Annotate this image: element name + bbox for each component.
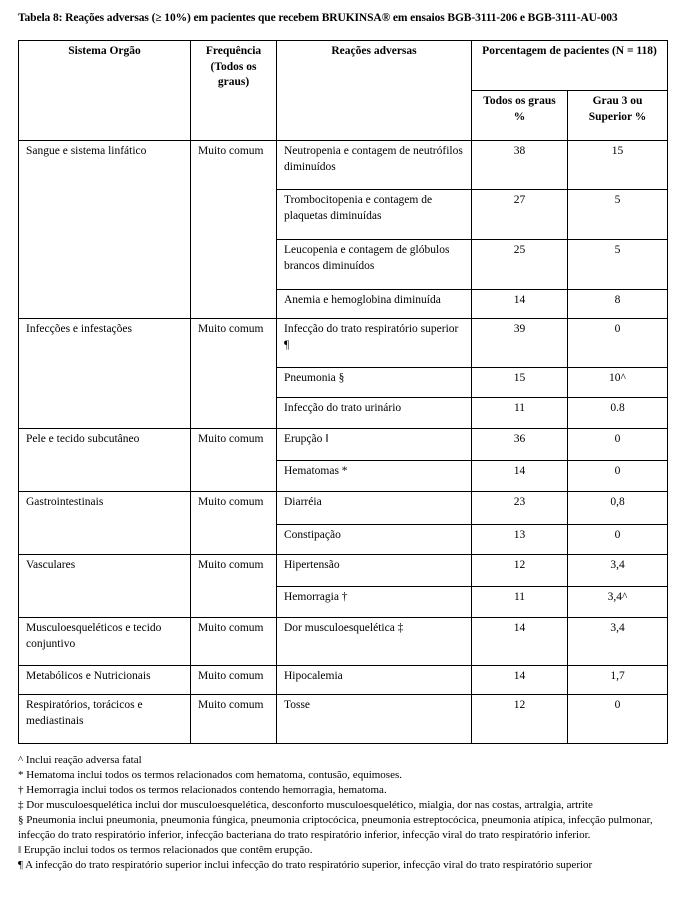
organ-system-cell: Sangue e sistema linfático [19,141,191,319]
organ-system-cell: Vasculares [19,555,191,618]
all-grades-cell: 11 [472,398,568,429]
frequency-cell: Muito comum [191,492,277,555]
all-grades-cell: 39 [472,319,568,368]
header-reactions: Reações adversas [277,41,472,141]
adverse-reactions-table [18,40,668,744]
grade3-cell: 3,4^ [568,587,668,618]
header-all-grades: Todos os graus % [472,91,568,141]
grade3-cell: 0 [568,429,668,461]
footnote: * Hematoma inclui todos os termos relacionados com hematoma, contusão, equimoses. [18,768,402,781]
grade3-cell: 15 [568,141,668,190]
all-grades-cell: 14 [472,666,568,695]
grade3-cell: 0 [568,695,668,744]
frequency-cell: Muito comum [191,141,277,319]
reaction-cell: Anemia e hemoglobina diminuída [277,290,472,319]
footnote: † Hemorragia inclui todos os termos relacionados contendo hemorragia, hematoma. [18,783,387,796]
grade3-cell: 3,4 [568,555,668,587]
footnote: ^ Inclui reação adversa fatal [18,754,142,766]
footnote: ‡ Dor musculoesquelética inclui dor musculoesquelética, desconforto musculoesquelético, mialgia, dor nas costas, artralgia, artrite [18,798,593,811]
table-title: Tabela 8: Reações adversas (≥ 10%) em pacientes que recebem BRUKINSA® em ensaios BGB-3111-206 e BGB-3111-AU-003 [18,12,618,24]
organ-system-cell: Infecções e infestações [19,319,191,429]
reaction-cell: Hemorragia † [277,587,472,618]
table-row [19,618,668,666]
all-grades-cell: 15 [472,368,568,398]
table-row [19,555,668,587]
reaction-cell: Pneumonia § [277,368,472,398]
grade3-cell: 3,4 [568,618,668,666]
all-grades-cell: 12 [472,695,568,744]
organ-system-cell: Metabólicos e Nutricionais [19,666,191,695]
reaction-cell: Diarréia [277,492,472,525]
all-grades-cell: 36 [472,429,568,461]
grade3-cell: 5 [568,240,668,290]
frequency-cell: Muito comum [191,695,277,744]
header-grade3: Grau 3 ou Superior % [568,91,668,141]
table-row [19,429,668,461]
footnote: ¶ A infecção do trato respiratório superior inclui infecção do trato respiratório superior, infecção viral do trato respiratório superior [18,858,593,871]
reaction-cell: Hipertensão [277,555,472,587]
header-system: Sistema Orgão [19,41,191,141]
footnote: ‖ Erupção inclui todos os termos relacionados que contêm erupção. [18,843,313,856]
all-grades-cell: 25 [472,240,568,290]
reaction-cell: Trombocitopenia e contagem de plaquetas diminuídas [277,190,472,240]
all-grades-cell: 38 [472,141,568,190]
grade3-cell: 8 [568,290,668,319]
table-row [19,695,668,744]
grade3-cell: 0.8 [568,398,668,429]
all-grades-cell: 14 [472,461,568,492]
frequency-cell: Muito comum [191,666,277,695]
reaction-cell: Hematomas * [277,461,472,492]
organ-system-cell: Pele e tecido subcutâneo [19,429,191,492]
footnotes [18,753,673,873]
reaction-cell: Constipação [277,525,472,555]
grade3-cell: 0 [568,525,668,555]
all-grades-cell: 14 [472,290,568,319]
reaction-cell: Neutropenia e contagem de neutrófilos diminuídos [277,141,472,190]
reaction-cell: Erupção ‖ [277,429,472,461]
all-grades-cell: 14 [472,618,568,666]
grade3-cell: 1,7 [568,666,668,695]
reaction-cell: Leucopenia e contagem de glóbulos brancos diminuídos [277,240,472,290]
grade3-cell: 0 [568,461,668,492]
reaction-cell: Infecção do trato respiratório superior ¶ [277,319,472,368]
organ-system-cell: Respiratórios, torácicos e mediastinais [19,695,191,744]
frequency-cell: Muito comum [191,618,277,666]
organ-system-cell: Gastrointestinais [19,492,191,555]
frequency-cell: Muito comum [191,555,277,618]
reaction-cell: Tosse [277,695,472,744]
all-grades-cell: 27 [472,190,568,240]
table-row [19,666,668,695]
reaction-cell: Dor musculoesquelética ‡ [277,618,472,666]
table-row [19,492,668,525]
reaction-cell: Infecção do trato urinário [277,398,472,429]
all-grades-cell: 23 [472,492,568,525]
header-frequency: Frequência (Todos os graus) [191,41,277,141]
frequency-cell: Muito comum [191,319,277,429]
reaction-cell: Hipocalemia [277,666,472,695]
grade3-cell: 5 [568,190,668,240]
frequency-cell: Muito comum [191,429,277,492]
all-grades-cell: 11 [472,587,568,618]
all-grades-cell: 12 [472,555,568,587]
table-body [19,141,668,744]
header-percent: Porcentagem de pacientes (N = 118) [472,41,668,91]
table-row [19,141,668,190]
table-row [19,319,668,368]
organ-system-cell: Musculoesqueléticos e tecido conjuntivo [19,618,191,666]
grade3-cell: 10^ [568,368,668,398]
footnote: § Pneumonia inclui pneumonia, pneumonia fúngica, pneumonia criptocócica, pneumonia estreptocócica, pneumonia atípica, infecção pulmonar, infecção do trato respiratório inferior, infecção bacteriana do trato respiratório inferior, infecção viral do trato respiratório inferior. [18,813,653,841]
grade3-cell: 0,8 [568,492,668,525]
grade3-cell: 0 [568,319,668,368]
all-grades-cell: 13 [472,525,568,555]
